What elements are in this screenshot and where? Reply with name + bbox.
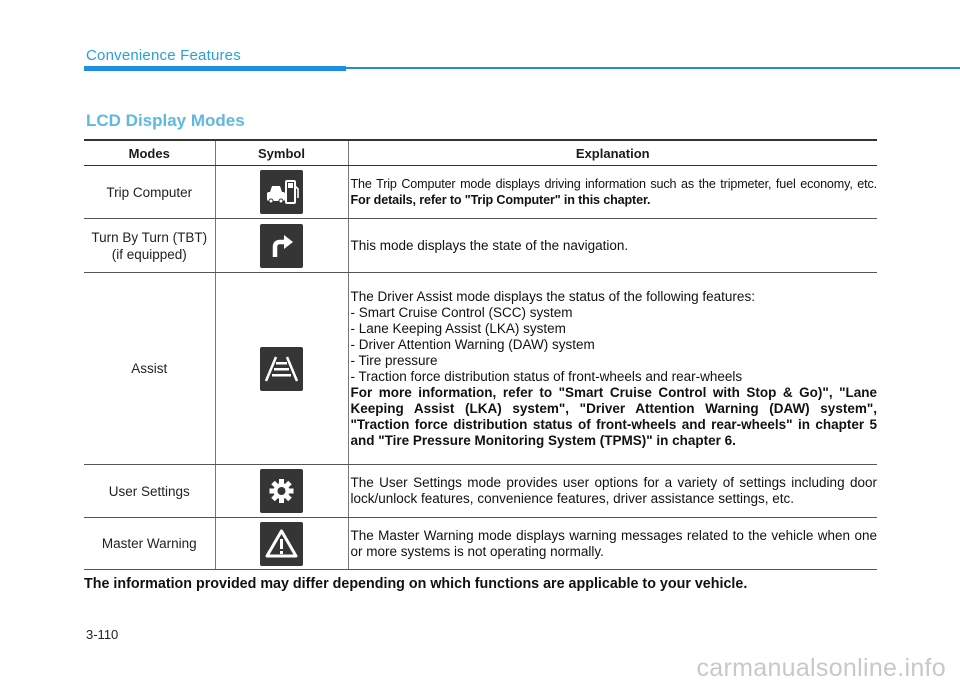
mode-name [84,219,215,273]
lane-assist-icon [260,347,303,391]
mode-name [84,273,215,465]
symbol-cell [215,465,348,518]
mode-name-line: User Settings [108,483,190,499]
page-heading: LCD Display Modes [86,111,245,130]
section-title: Convenience Features [86,47,241,64]
symbol-cell [215,166,348,219]
explanation-text [348,518,877,570]
explanation-text [348,273,877,465]
explanation-line: - Traction force distribution status of front-wheels and rear-wheels [350,368,743,384]
explanation-bold-note: For more information, refer to "Smart Cruise Control with Stop & Go)", "Lane Keeping Assist (LKA) system", "Driver Attention Warning (DAW) system", "Traction force distribution status of front-wheels and rear-wheels" in chapter 5 and "Tire Pressure Monitoring System (TPMS)" in chapter 6. [350,384,877,448]
mode-name-line: Assist [131,361,168,376]
table-header-row [84,140,877,166]
explanation-body: This mode displays the state of the navigation. [350,237,629,253]
mode-name-line: Master Warning [101,536,197,551]
mode-name [84,166,215,219]
explanation-text [348,465,877,518]
column-header-symbol: Symbol [215,140,348,166]
explanation-line: - Driver Attention Warning (DAW) system [350,336,595,352]
table-row-turn-by-turn [84,219,877,273]
symbol-cell [215,219,348,273]
explanation-body: The Trip Computer mode displays driving information such as the tripmeter, fuel economy, etc. [350,177,877,191]
header-rule-thin [346,67,960,69]
symbol-cell [215,273,348,465]
explanation-body: The User Settings mode provides user options for a variety of settings including door lock/unlock features, convenience features, driver assistance settings, etc. [350,475,877,506]
mode-name-line: (if equipped) [111,246,187,262]
mode-name [84,518,215,570]
explanation-body: The Master Warning mode displays warning messages related to the vehicle when one or more systems is not operating normally. [350,527,877,559]
table-row-user-settings [84,465,877,518]
lcd-modes-table [84,139,877,570]
explanation-text [348,166,877,219]
warning-triangle-icon [260,522,303,566]
gear-icon [260,469,303,513]
mode-name [84,465,215,518]
explanation-line: - Tire pressure [350,352,438,368]
mode-name-line: Turn By Turn (TBT) [91,229,208,245]
trip-computer-icon [260,170,303,214]
table-row-master-warning [84,518,877,570]
symbol-cell [215,518,348,570]
column-header-modes: Modes [84,140,215,166]
watermark: carmanualsonline.info [696,654,946,682]
explanation-bold-note: For details, refer to "Trip Computer" in this chapter. [350,193,651,207]
page-number: 3-110 [86,627,119,642]
table-row-assist [84,273,877,465]
explanation-line: - Lane Keeping Assist (LKA) system [350,320,566,336]
turn-right-arrow-icon [260,224,303,268]
header-rule-thick [84,66,346,71]
explanation-text [348,219,877,273]
applicability-note: The information provided may differ depending on which functions are applicable to your vehicle. [84,576,748,592]
table-row-trip-computer [84,166,877,219]
mode-name-line: Trip Computer [106,184,193,200]
explanation-line: - Smart Cruise Control (SCC) system [350,304,573,320]
explanation-line: The Driver Assist mode displays the status of the following features: [350,288,755,304]
column-header-explanation: Explanation [348,140,877,166]
